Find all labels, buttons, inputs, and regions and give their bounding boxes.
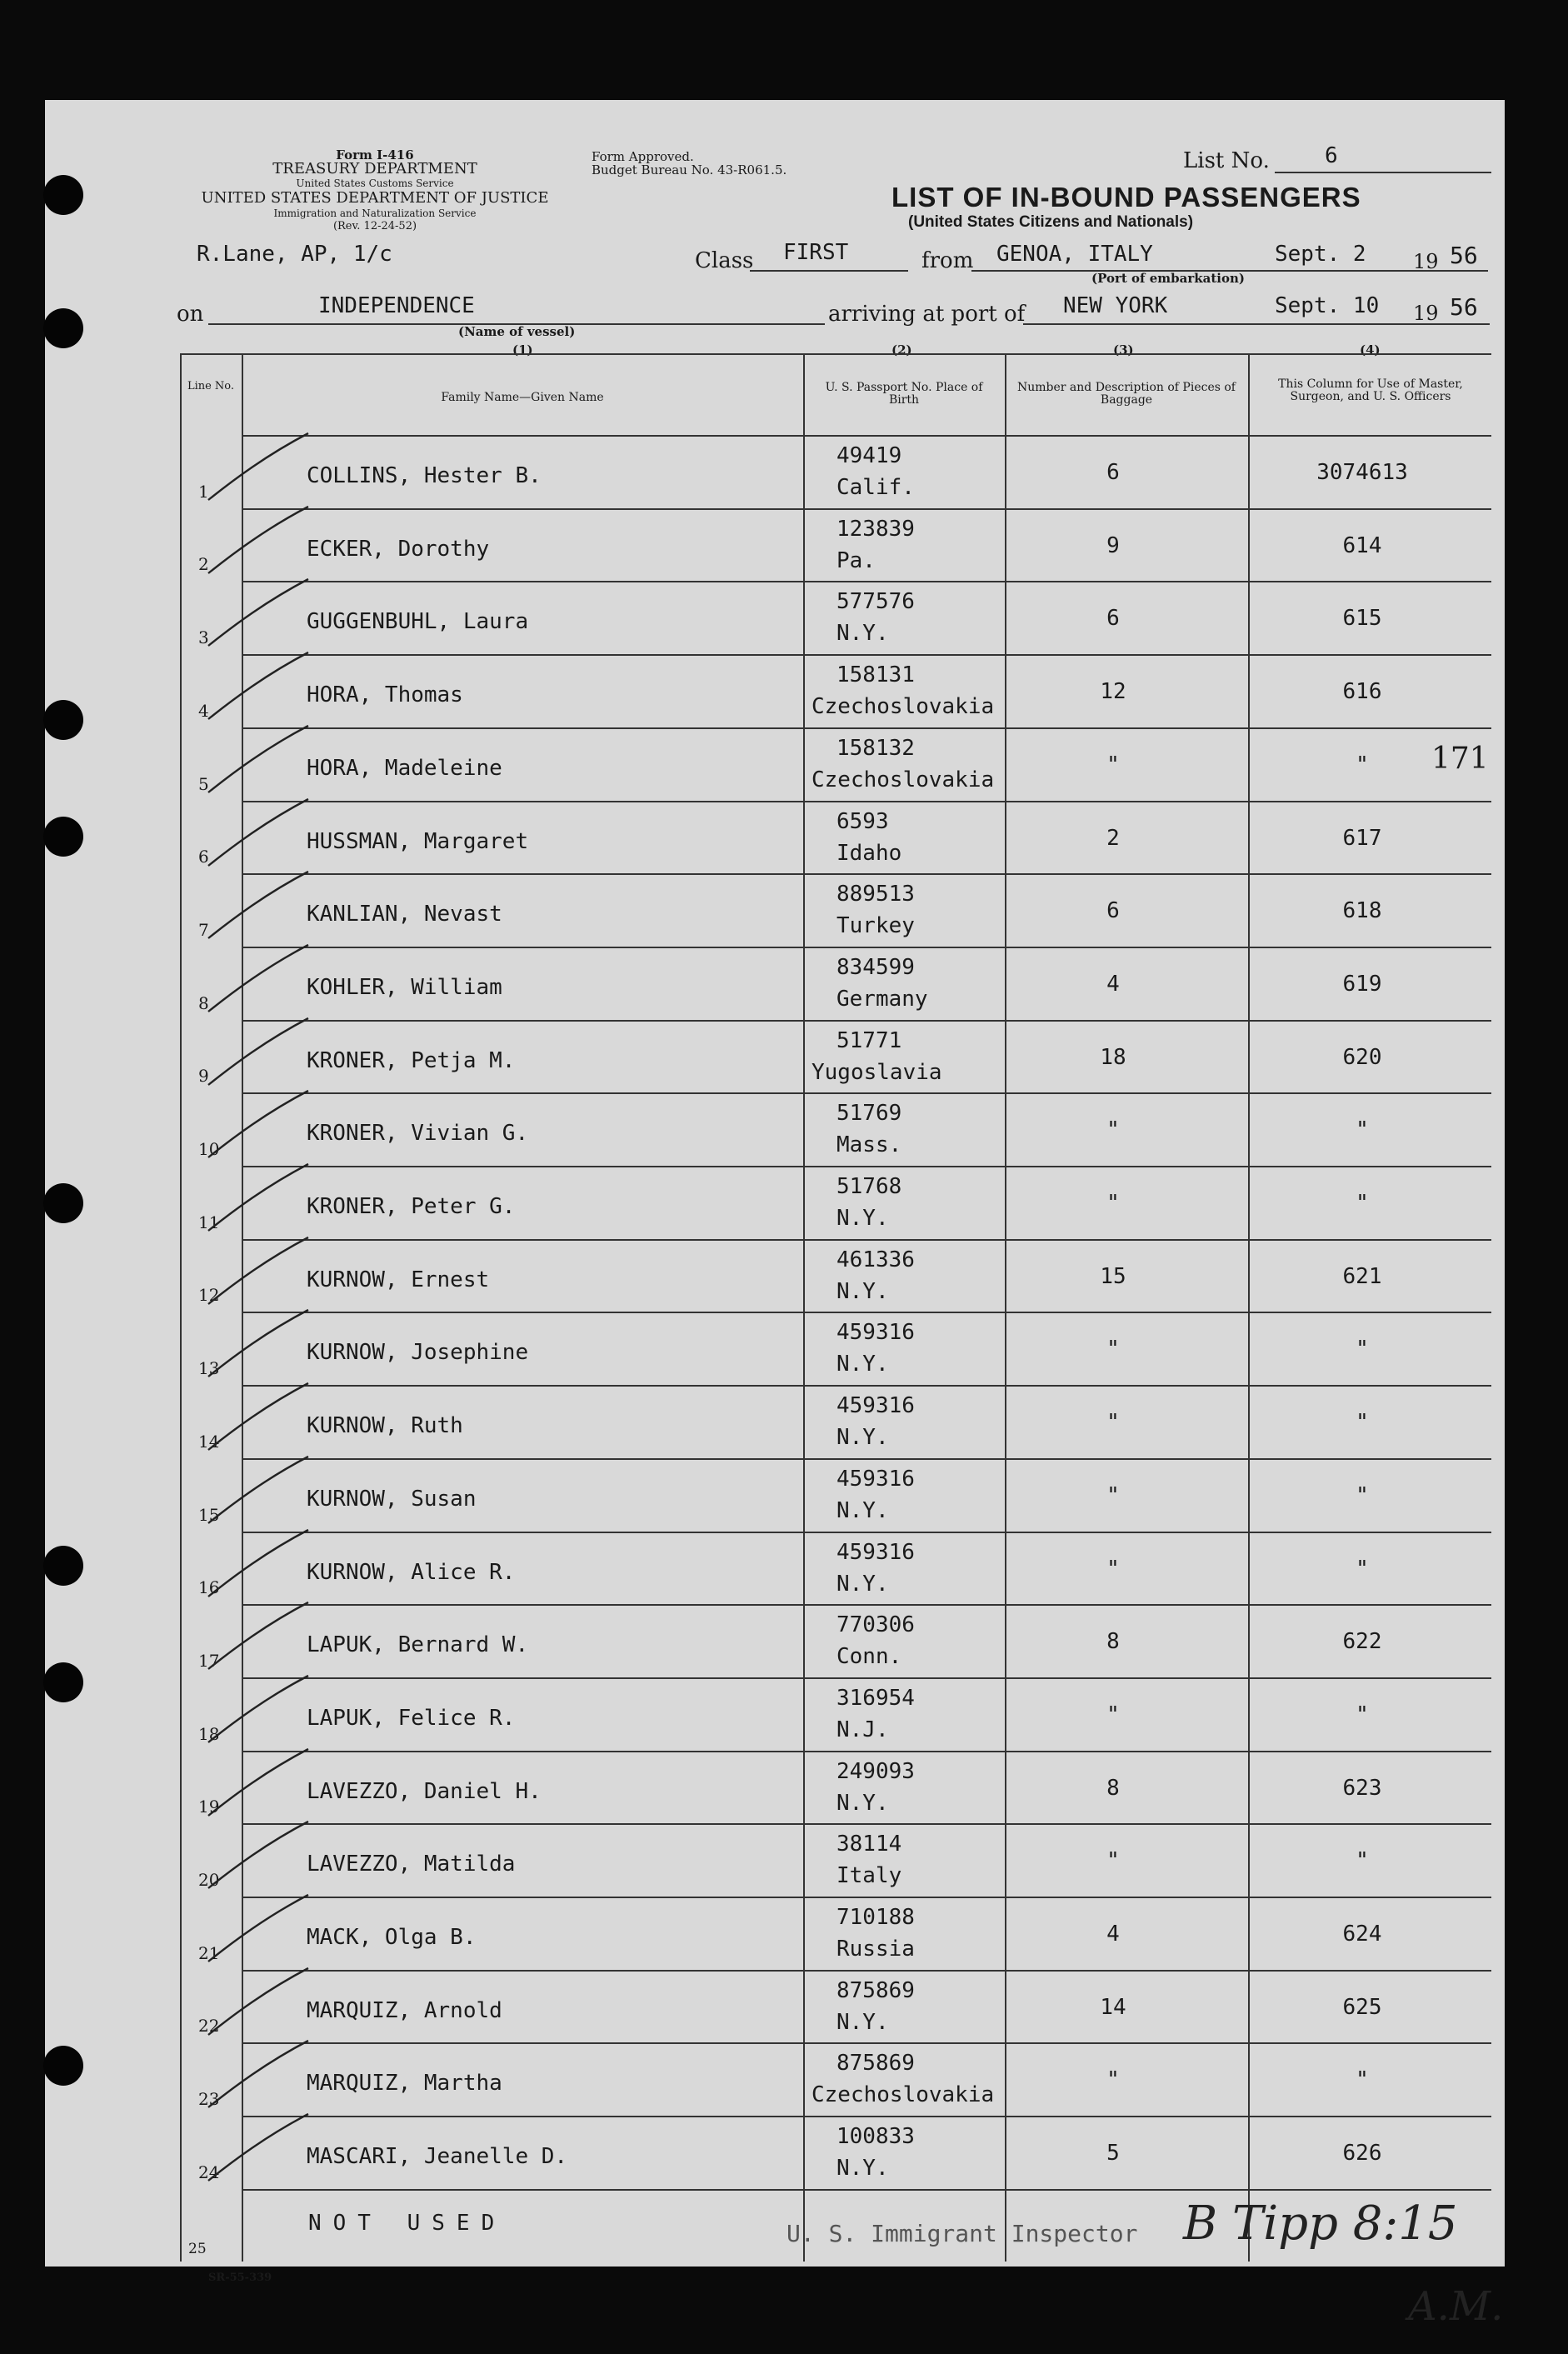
officer-cell: " xyxy=(1356,2067,1369,2092)
passport-cell: 459316 xyxy=(836,1393,915,1418)
name-cell: KRONER, Peter G. xyxy=(307,1194,516,1219)
birthplace-cell: Czechoslovakia xyxy=(811,767,995,792)
row-divider xyxy=(242,1970,1491,1972)
page-subtitle: (United States Citizens and Nationals) xyxy=(908,213,1194,231)
class-line xyxy=(750,270,908,272)
passport-cell: 834599 xyxy=(836,955,915,980)
baggage-cell: 4 xyxy=(1106,1922,1120,1947)
line-number: 4 xyxy=(198,701,209,721)
row-divider xyxy=(242,727,1491,729)
baggage-cell: 14 xyxy=(1100,1995,1126,2020)
form-number: Form I-416 xyxy=(336,147,414,162)
officer-cell: " xyxy=(1356,1557,1369,1582)
birthplace-cell: N.Y. xyxy=(836,1791,889,1816)
line-number: 17 xyxy=(198,1651,220,1671)
punch-hole xyxy=(43,700,83,740)
arriving-label: arriving at port of xyxy=(828,302,1026,327)
officer-cell: " xyxy=(1356,752,1369,777)
baggage-cell: 5 xyxy=(1106,2141,1120,2166)
passport-cell: 459316 xyxy=(836,1320,915,1345)
line-number: 23 xyxy=(198,2089,220,2109)
arrival-year: 56 xyxy=(1450,293,1478,321)
baggage-cell: 8 xyxy=(1106,1629,1120,1654)
baggage-cell: " xyxy=(1106,1557,1120,1582)
punch-hole xyxy=(43,2046,83,2086)
birthplace-cell: N.Y. xyxy=(836,1352,889,1377)
baggage-cell: " xyxy=(1106,1191,1120,1216)
officer-cell: " xyxy=(1356,1337,1369,1362)
passport-cell: 577576 xyxy=(836,589,915,614)
punch-hole xyxy=(43,1546,83,1586)
officer-cell: " xyxy=(1356,1848,1369,1873)
officer-cell: 616 xyxy=(1342,679,1382,704)
passport-cell: 710188 xyxy=(836,1905,915,1930)
passport-cell: 158132 xyxy=(836,736,915,761)
row-divider xyxy=(242,2042,1491,2044)
name-cell: GUGGENBUHL, Laura xyxy=(307,609,529,634)
form-header-left xyxy=(192,148,558,233)
row-divider xyxy=(242,873,1491,875)
passport-cell: 875869 xyxy=(836,1978,915,2003)
officer-cell: 623 xyxy=(1342,1776,1382,1801)
officer-cell: 626 xyxy=(1342,2141,1382,2166)
birthplace-cell: Calif. xyxy=(836,475,915,500)
arrival-line xyxy=(1023,323,1490,325)
line-number: 22 xyxy=(198,2016,220,2036)
check-mark-icon xyxy=(200,1380,317,1455)
justice-department: UNITED STATES DEPARTMENT OF JUSTICE xyxy=(201,189,549,207)
line-number: 15 xyxy=(198,1505,220,1525)
line-number: 9 xyxy=(198,1066,209,1086)
check-mark-icon xyxy=(200,1672,317,1747)
agent-name: R.Lane, AP, 1/c xyxy=(197,242,392,267)
check-mark-icon xyxy=(200,1453,317,1528)
baggage-cell: " xyxy=(1106,1410,1120,1435)
passport-cell: 51768 xyxy=(836,1174,902,1199)
birthplace-cell: N.Y. xyxy=(836,1572,889,1597)
row-divider xyxy=(242,2189,1491,2191)
baggage-cell: " xyxy=(1106,1702,1120,1727)
line-number: 25 xyxy=(188,2241,207,2257)
row-divider xyxy=(242,1897,1491,1898)
line-number: 6 xyxy=(198,847,209,867)
baggage-cell: 6 xyxy=(1106,898,1120,923)
row-divider xyxy=(242,801,1491,802)
from-year: 56 xyxy=(1450,242,1478,269)
name-cell: HORA, Thomas xyxy=(307,682,463,707)
passport-cell: 459316 xyxy=(836,1540,915,1565)
check-mark-icon xyxy=(200,1965,317,2040)
officer-cell: 621 xyxy=(1342,1264,1382,1289)
line-number: 7 xyxy=(198,920,209,940)
line-number: 3 xyxy=(198,627,209,647)
table-top-border xyxy=(180,353,1491,355)
name-cell: LAPUK, Bernard W. xyxy=(307,1632,529,1657)
officer-cell: 617 xyxy=(1342,826,1382,851)
check-mark-icon xyxy=(200,868,317,943)
baggage-cell: 4 xyxy=(1106,972,1120,997)
officer-cell: " xyxy=(1356,1410,1369,1435)
header-bottom-line xyxy=(242,435,1491,437)
line-number: 20 xyxy=(198,1870,220,1890)
row-divider xyxy=(242,1751,1491,1752)
name-cell: KURNOW, Ruth xyxy=(307,1413,463,1438)
table-col-divider xyxy=(1248,353,1250,2262)
passport-cell: 49419 xyxy=(836,443,902,468)
line-number: 8 xyxy=(198,993,209,1013)
col-number-4: (4) xyxy=(1360,342,1381,357)
row-divider xyxy=(242,1020,1491,1022)
check-mark-icon xyxy=(200,942,317,1017)
birthplace-cell: Czechoslovakia xyxy=(811,694,995,719)
birthplace-cell: Germany xyxy=(836,987,928,1012)
punch-hole xyxy=(43,817,83,857)
row-divider xyxy=(242,1823,1491,1825)
line-number: 1 xyxy=(198,482,209,502)
row-divider xyxy=(242,581,1491,582)
check-mark-icon xyxy=(200,1527,317,1602)
check-mark-icon xyxy=(200,1161,317,1236)
line-number: 10 xyxy=(198,1139,220,1159)
row-divider xyxy=(242,1604,1491,1606)
line-number: 11 xyxy=(198,1212,220,1232)
name-cell: ECKER, Dorothy xyxy=(307,537,490,562)
check-mark-icon xyxy=(200,796,317,871)
header-line-no: Line No. xyxy=(187,380,235,392)
passport-cell: 158131 xyxy=(836,662,915,687)
immigration-service: Immigration and Naturalization Service xyxy=(273,207,477,219)
officer-cell: " xyxy=(1356,1702,1369,1727)
officer-cell: 620 xyxy=(1342,1045,1382,1070)
inspector-label: U. S. Immigrant Inspector xyxy=(786,2220,1138,2247)
passport-cell: 51771 xyxy=(836,1028,902,1053)
birthplace-cell: Conn. xyxy=(836,1644,902,1669)
row-divider xyxy=(242,1677,1491,1679)
port-embark-label: (Port of embarkation) xyxy=(1091,271,1245,286)
customs-service: United States Customs Service xyxy=(296,177,454,189)
birthplace-cell: N.Y. xyxy=(836,2156,889,2181)
name-cell: KURNOW, Josephine xyxy=(307,1340,529,1365)
name-cell: MARQUIZ, Martha xyxy=(307,2071,502,2096)
form-code: SR-55-339 xyxy=(208,2272,272,2284)
line-number: 5 xyxy=(198,774,209,794)
line-number: 13 xyxy=(198,1358,220,1378)
name-cell: KRONER, Vivian G. xyxy=(307,1121,529,1146)
punch-hole xyxy=(43,308,83,348)
name-cell: KURNOW, Ernest xyxy=(307,1267,490,1292)
inspector-signature: B Tipp 8:15 xyxy=(1183,2197,1458,2251)
check-mark-icon xyxy=(200,1307,317,1382)
from-year-prefix: 19 xyxy=(1413,250,1439,273)
officer-cell: " xyxy=(1356,1191,1369,1216)
check-mark-icon xyxy=(200,1818,317,1893)
header-family-name: Family Name—Given Name xyxy=(441,391,604,404)
row-divider xyxy=(242,654,1491,656)
row-divider xyxy=(242,1166,1491,1167)
officer-cell: 618 xyxy=(1342,898,1382,923)
officer-cell: 624 xyxy=(1342,1922,1382,1947)
header-passport: U. S. Passport No. Place of Birth xyxy=(825,381,983,407)
birthplace-cell: N.Y. xyxy=(836,1498,889,1523)
row-divider xyxy=(242,508,1491,510)
check-mark-icon xyxy=(200,503,317,578)
arrival-year-prefix: 19 xyxy=(1413,302,1439,325)
check-mark-icon xyxy=(200,649,317,724)
passport-cell: 249093 xyxy=(836,1759,915,1784)
row-divider xyxy=(242,1458,1491,1460)
check-mark-icon xyxy=(200,2037,317,2112)
list-no-value: 6 xyxy=(1325,143,1338,168)
name-cell: HUSSMAN, Margaret xyxy=(307,829,529,854)
row-divider xyxy=(242,1312,1491,1313)
officer-cell: 615 xyxy=(1342,606,1382,631)
vessel-name: INDEPENDENCE xyxy=(318,293,475,318)
passport-cell: 889513 xyxy=(836,882,915,907)
birthplace-cell: Italy xyxy=(836,1863,902,1888)
vessel-label: (Name of vessel) xyxy=(458,324,576,339)
class-value: FIRST xyxy=(783,240,849,265)
baggage-cell: 6 xyxy=(1106,606,1120,631)
from-port: GENOA, ITALY xyxy=(996,242,1153,267)
line-number: 2 xyxy=(198,554,209,574)
line-number: 18 xyxy=(198,1724,220,1744)
check-mark-icon xyxy=(200,1892,317,1967)
baggage-cell: " xyxy=(1106,1117,1120,1142)
baggage-cell: 6 xyxy=(1106,460,1120,485)
form-approved: Form Approved. xyxy=(592,149,694,164)
birthplace-cell: Pa. xyxy=(836,548,876,573)
passport-cell: 461336 xyxy=(836,1247,915,1272)
name-cell: KURNOW, Susan xyxy=(307,1487,477,1512)
table-col-divider xyxy=(803,353,805,2262)
arrival-date: Sept. 10 xyxy=(1275,293,1380,318)
name-cell: LAVEZZO, Matilda xyxy=(307,1852,516,1877)
check-mark-icon xyxy=(200,576,317,651)
officer-cell: 625 xyxy=(1342,1995,1382,2020)
passport-cell: 459316 xyxy=(836,1467,915,1492)
baggage-cell: 9 xyxy=(1106,533,1120,558)
passport-cell: 6593 xyxy=(836,809,889,834)
check-mark-icon xyxy=(200,1234,317,1309)
birthplace-cell: N.Y. xyxy=(836,621,889,646)
row-divider xyxy=(242,947,1491,948)
table-left-border xyxy=(180,353,182,2262)
line-number: 19 xyxy=(198,1797,220,1817)
baggage-cell: " xyxy=(1106,1848,1120,1873)
birthplace-cell: Turkey xyxy=(836,913,915,938)
baggage-cell: " xyxy=(1106,1337,1120,1362)
list-no-line xyxy=(1275,172,1491,173)
punch-hole xyxy=(43,1183,83,1223)
line-number: 21 xyxy=(198,1943,220,1963)
header-baggage: Number and Description of Pieces of Baggage xyxy=(1017,381,1236,407)
name-cell: KRONER, Petja M. xyxy=(307,1048,516,1073)
check-mark-icon xyxy=(200,1599,317,1674)
arrival-port: NEW YORK xyxy=(1063,293,1168,318)
birthplace-cell: Czechoslovakia xyxy=(811,2082,995,2107)
col-number-3: (3) xyxy=(1113,342,1134,357)
line-number: 12 xyxy=(198,1285,220,1305)
side-annotation: 171 xyxy=(1431,742,1489,776)
passport-cell: 123839 xyxy=(836,517,915,542)
treasury-department: TREASURY DEPARTMENT xyxy=(272,160,477,177)
baggage-cell: " xyxy=(1106,1483,1120,1508)
officer-cell: 3074613 xyxy=(1316,460,1408,485)
check-mark-icon xyxy=(200,2111,317,2186)
list-no-label: List No. xyxy=(1183,148,1270,173)
budget-bureau: Budget Bureau No. 43-R061.5. xyxy=(592,162,787,177)
check-mark-icon xyxy=(200,1087,317,1162)
table-col-divider xyxy=(1005,353,1006,2262)
officer-cell: " xyxy=(1356,1483,1369,1508)
check-mark-icon xyxy=(200,430,317,505)
baggage-cell: 2 xyxy=(1106,826,1120,851)
baggage-cell: 12 xyxy=(1100,679,1126,704)
page-title: LIST OF IN-BOUND PASSENGERS xyxy=(891,182,1361,212)
row-divider xyxy=(242,1092,1491,1094)
passport-cell: 38114 xyxy=(836,1832,902,1857)
birthplace-cell: Idaho xyxy=(836,841,902,866)
name-cell: KURNOW, Alice R. xyxy=(307,1560,516,1585)
line-number: 24 xyxy=(198,2162,220,2182)
birthplace-cell: Yugoslavia xyxy=(811,1060,942,1085)
birthplace-cell: Mass. xyxy=(836,1132,902,1157)
officer-cell: 622 xyxy=(1342,1629,1382,1654)
approval-block xyxy=(592,150,786,177)
name-cell: NOT USED xyxy=(308,2211,507,2236)
name-cell: MARQUIZ, Arnold xyxy=(307,1998,502,2023)
line-number: 16 xyxy=(198,1577,220,1597)
name-cell: COLLINS, Hester B. xyxy=(307,463,542,488)
row-divider xyxy=(242,2116,1491,2117)
revision-date: (Rev. 12-24-52) xyxy=(332,220,417,232)
birthplace-cell: N.Y. xyxy=(836,1206,889,1231)
signature-am: A.M. xyxy=(1408,2283,1504,2330)
check-mark-icon xyxy=(200,722,317,797)
birthplace-cell: Russia xyxy=(836,1937,915,1962)
check-mark-icon xyxy=(200,1746,317,1821)
birthplace-cell: N.Y. xyxy=(836,2010,889,2035)
birthplace-cell: N.J. xyxy=(836,1717,889,1742)
name-cell: LAPUK, Felice R. xyxy=(307,1706,516,1731)
birthplace-cell: N.Y. xyxy=(836,1279,889,1304)
row-divider xyxy=(242,1385,1491,1387)
line-number: 14 xyxy=(198,1432,220,1452)
on-label: on xyxy=(177,302,204,327)
row-divider xyxy=(242,1239,1491,1241)
officer-cell: 619 xyxy=(1342,972,1382,997)
name-cell: MASCARI, Jeanelle D. xyxy=(307,2144,568,2169)
row-divider xyxy=(242,1532,1491,1533)
passport-cell: 316954 xyxy=(836,1686,915,1711)
check-mark-icon xyxy=(200,1015,317,1090)
punch-hole xyxy=(43,175,83,215)
name-cell: HORA, Madeleine xyxy=(307,756,502,781)
baggage-cell: " xyxy=(1106,752,1120,777)
name-cell: KOHLER, William xyxy=(307,975,502,1000)
officer-cell: 614 xyxy=(1342,533,1382,558)
baggage-cell: 8 xyxy=(1106,1776,1120,1801)
baggage-cell: " xyxy=(1106,2067,1120,2092)
class-label: Class xyxy=(695,248,754,273)
punch-hole xyxy=(43,1662,83,1702)
from-date: Sept. 2 xyxy=(1275,242,1366,267)
col-number-1: (1) xyxy=(512,342,533,357)
name-cell: LAVEZZO, Daniel H. xyxy=(307,1779,542,1804)
name-cell: MACK, Olga B. xyxy=(307,1925,477,1950)
birthplace-cell: N.Y. xyxy=(836,1425,889,1450)
passport-cell: 875869 xyxy=(836,2051,915,2076)
passport-cell: 770306 xyxy=(836,1612,915,1637)
header-officers: This Column for Use of Master, Surgeon, and U. S. Officers xyxy=(1278,377,1463,403)
baggage-cell: 18 xyxy=(1100,1045,1126,1070)
officer-cell: " xyxy=(1356,1117,1369,1142)
passport-cell: 51769 xyxy=(836,1101,902,1126)
baggage-cell: 15 xyxy=(1100,1264,1126,1289)
col-number-2: (2) xyxy=(891,342,912,357)
passport-cell: 100833 xyxy=(836,2124,915,2149)
from-label: from xyxy=(921,248,974,273)
name-cell: KANLIAN, Nevast xyxy=(307,902,502,927)
